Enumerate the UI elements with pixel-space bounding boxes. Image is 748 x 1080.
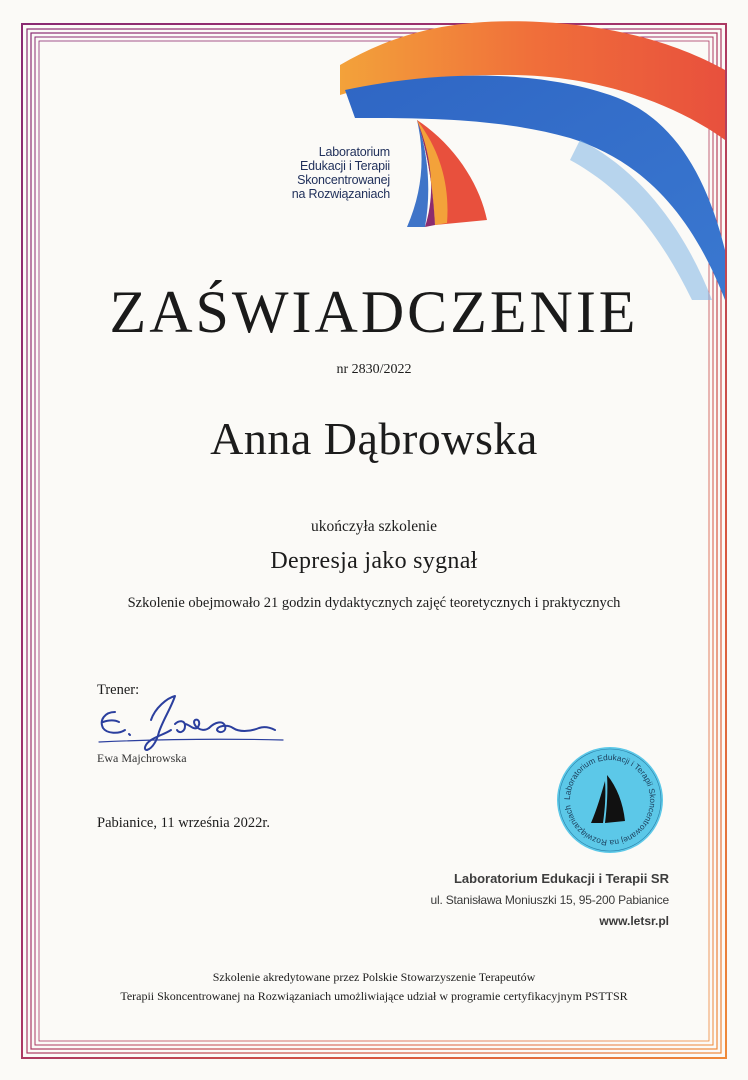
course-description: Szkolenie obejmowało 21 godzin dydaktycznych zajęć teoretycznych i praktycznych xyxy=(127,595,621,611)
completed-text: ukończyła szkolenie xyxy=(310,518,438,535)
footer-line-1: Szkolenie akredytowane przez Polskie Stowarzyszenie Terapeutów xyxy=(212,970,536,984)
recipient-name: Anna Dąbrowska xyxy=(210,413,538,464)
organization-name: Laboratorium Edukacji i Terapii SR xyxy=(453,871,669,886)
organization-stamp xyxy=(555,745,665,855)
trainer-name: Ewa Majchrowska xyxy=(97,751,187,765)
certificate-title: ZAŚWIADCZENIE xyxy=(109,279,639,345)
footer-line-2: Terapii Skoncentrowanej na Rozwiązaniach umożliwiające udział w programie certyfikacyjnym PSTTSR xyxy=(120,989,628,1003)
logo-sail-icon xyxy=(395,115,490,230)
logo-line-4: na Rozwiązaniach xyxy=(291,187,390,201)
certificate-number: nr 2830/2022 xyxy=(336,362,412,377)
logo-line-2: Edukacji i Terapii xyxy=(300,159,390,173)
course-title: Depresja jako sygnał xyxy=(270,548,478,574)
logo-text xyxy=(282,145,390,201)
trainer-signature xyxy=(93,690,293,760)
logo-line-1: Laboratorium xyxy=(318,145,390,159)
logo-line-3: Skoncentrowanej xyxy=(297,173,390,187)
place-date: Pabianice, 11 września 2022r. xyxy=(97,815,271,831)
trainer-label: Trener: xyxy=(97,682,140,698)
organization-website: www.letsr.pl xyxy=(599,914,669,928)
organization-address: ul. Stanisława Moniuszki 15, 95-200 Pabianice xyxy=(430,893,669,907)
stamp-text: Laboratorium Edukacji i Terapii Skoncentrowanej na Rozwiązaniach xyxy=(562,752,658,848)
